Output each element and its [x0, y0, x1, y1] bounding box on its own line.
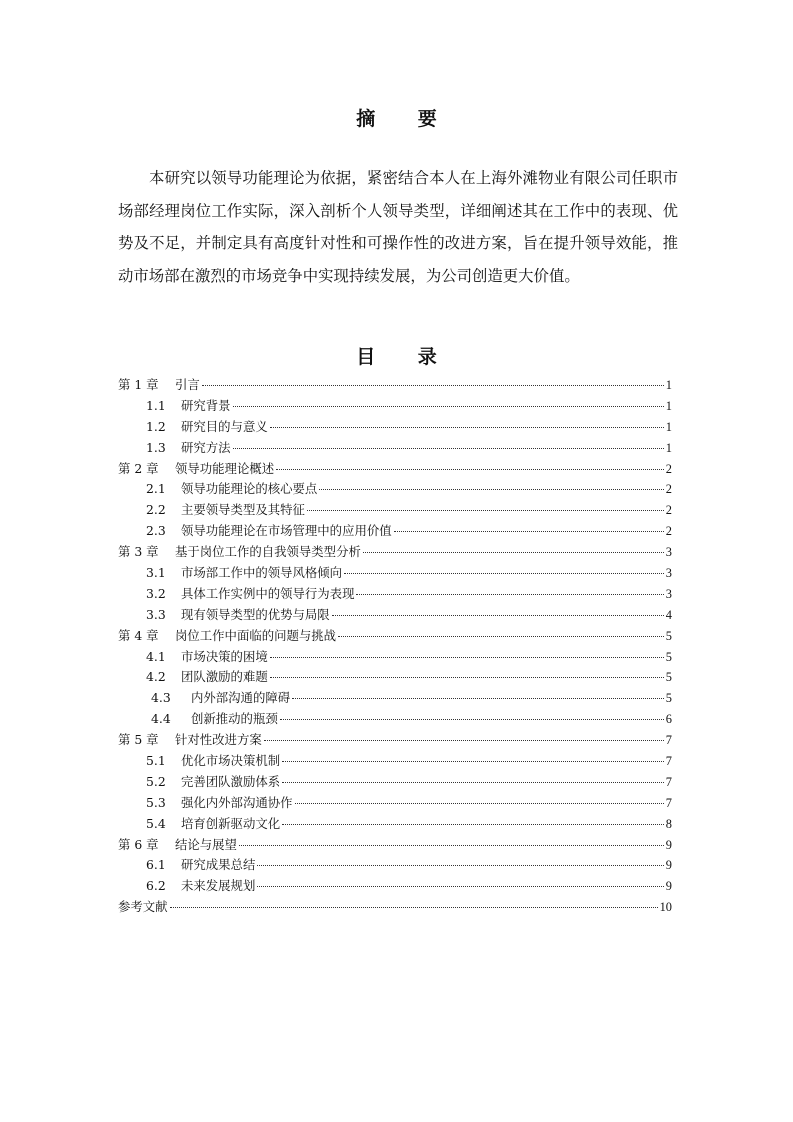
toc-section-entry[interactable]	[118, 521, 672, 542]
toc-entry-number: 2.1	[146, 481, 166, 497]
abstract-title: 摘 要	[356, 108, 455, 130]
toc-entry-number: 第 3 章	[118, 544, 159, 560]
toc-section-entry[interactable]	[118, 647, 672, 668]
toc-page-number: 2	[665, 524, 672, 539]
toc-entry-label: 完善团队激励体系	[181, 773, 281, 789]
toc-page-number: 2	[665, 461, 672, 476]
toc-section-entry[interactable]	[118, 417, 672, 438]
toc-page-number: 9	[665, 879, 672, 894]
toc-entry-number: 5.3	[146, 794, 166, 810]
toc-page-number: 9	[665, 837, 672, 852]
toc-section-entry[interactable]	[118, 814, 672, 835]
toc-entry-label: 强化内外部沟通协作	[181, 794, 293, 810]
toc-section-entry[interactable]	[118, 876, 672, 897]
toc-dot-leader	[202, 385, 664, 386]
toc-entry-number: 3.1	[146, 565, 166, 581]
toc-dot-leader	[233, 448, 664, 449]
toc-references-entry[interactable]	[118, 897, 672, 918]
toc-section-entry[interactable]	[118, 793, 672, 814]
toc-entry-label: 未来发展规划	[181, 878, 256, 894]
toc-page-number: 5	[665, 691, 672, 706]
toc-chapter-entry[interactable]	[118, 459, 672, 480]
toc-entry-label: 内外部沟通的障碍	[191, 690, 291, 706]
toc-entry-label: 主要领导类型及其特征	[181, 502, 305, 518]
toc-entry-label: 培育创新驱动文化	[181, 815, 281, 831]
toc-dot-leader	[307, 510, 664, 511]
toc-dot-leader	[295, 803, 664, 804]
toc-entry-label: 岗位工作中面临的问题与挑战	[175, 627, 337, 643]
toc-entry-label: 创新推动的瓶颈	[191, 711, 278, 727]
toc-page-number: 10	[659, 900, 672, 915]
toc-dot-leader	[257, 886, 663, 887]
toc-entry-label: 研究目的与意义	[181, 418, 268, 434]
toc-chapter-entry[interactable]	[118, 375, 672, 396]
toc-entry-label: 研究成果总结	[181, 857, 256, 873]
toc-entry-label: 研究方法	[181, 439, 231, 455]
toc-dot-leader	[270, 677, 664, 678]
toc-page-number: 7	[665, 774, 672, 789]
toc-entry-label: 基于岗位工作的自我领导类型分析	[175, 544, 361, 560]
toc-dot-leader	[338, 636, 664, 637]
toc-entry-label: 研究背景	[181, 397, 231, 413]
toc-dot-leader	[257, 865, 663, 866]
toc-entry-label: 针对性改进方案	[175, 732, 262, 748]
toc-page-number: 1	[665, 440, 672, 455]
toc-section-entry[interactable]	[118, 396, 672, 417]
toc-page-number: 5	[665, 649, 672, 664]
toc-dot-leader	[363, 552, 664, 553]
toc-section-entry[interactable]	[118, 772, 672, 793]
toc-entry-label: 结论与展望	[175, 836, 237, 852]
toc-entry-number: 1.3	[146, 439, 166, 455]
toc-entry-number: 第 6 章	[118, 836, 159, 852]
toc-page-number: 3	[665, 586, 672, 601]
toc-page-number: 2	[665, 482, 672, 497]
toc-dot-leader	[280, 719, 664, 720]
toc-chapter-entry[interactable]	[118, 542, 672, 563]
toc-entry-number: 第 2 章	[118, 460, 159, 476]
toc-page-number: 1	[665, 378, 672, 392]
toc-entry-label: 参考文献	[118, 899, 168, 915]
toc-entry-label: 引言	[175, 377, 200, 392]
toc-section-entry[interactable]	[118, 688, 672, 709]
toc-entry-number: 3.3	[146, 606, 166, 622]
toc-entry-number: 2.2	[146, 502, 166, 518]
toc-entry-number: 4.3	[151, 690, 171, 706]
toc-dot-leader	[332, 615, 664, 616]
toc-section-entry[interactable]	[118, 563, 672, 584]
toc-section-entry[interactable]	[118, 584, 672, 605]
toc-entry-label: 具体工作实例中的领导行为表现	[181, 585, 355, 601]
toc-section-entry[interactable]	[118, 479, 672, 500]
toc-page-number: 5	[665, 628, 672, 643]
toc-dot-leader	[282, 824, 664, 825]
toc-entry-label: 领导功能理论的核心要点	[181, 481, 318, 497]
toc-dot-leader	[264, 740, 664, 741]
toc-dot-leader	[319, 489, 664, 490]
toc-dot-leader	[282, 761, 664, 762]
toc-entry-label: 市场部工作中的领导风格倾向	[181, 565, 343, 581]
table-of-contents	[118, 375, 672, 918]
toc-page-number: 7	[665, 733, 672, 748]
toc-chapter-entry[interactable]	[118, 730, 672, 751]
toc-dot-leader	[170, 907, 658, 908]
toc-page-number: 5	[665, 670, 672, 685]
toc-entry-number: 2.3	[146, 523, 166, 539]
toc-entry-number: 4.1	[146, 648, 166, 664]
toc-dot-leader	[292, 698, 664, 699]
toc-dot-leader	[233, 406, 664, 407]
toc-entry-label: 优化市场决策机制	[181, 753, 281, 769]
toc-dot-leader	[239, 845, 664, 846]
toc-page-number: 9	[665, 858, 672, 873]
toc-section-entry[interactable]	[118, 438, 672, 459]
toc-entry-label: 市场决策的困境	[181, 648, 268, 664]
toc-entry-number: 5.1	[146, 753, 166, 769]
abstract-body: 本研究以领导功能理论为依据，紧密结合本人在上海外滩物业有限公司任职市场部经理岗位工作实际，深入剖析个人领导类型，详细阐述其在工作中的表现、优势及不足，并制定具有高度针对性和可操作性的改进方案，旨在提升领导效能，推动市场部在激烈的市场竞争中实现持续发展，为公司创造更大价值。	[118, 169, 678, 285]
toc-entry-number: 6.1	[146, 857, 166, 873]
toc-page-number: 1	[665, 398, 672, 413]
toc-dot-leader	[356, 594, 663, 595]
toc-section-entry[interactable]	[118, 500, 672, 521]
toc-entry-number: 第 4 章	[118, 627, 159, 643]
toc-section-entry[interactable]	[118, 709, 672, 730]
toc-entry-label: 现有领导类型的优势与局限	[181, 606, 330, 622]
toc-entry-number: 4.4	[151, 711, 171, 727]
toc-chapter-entry[interactable]	[118, 835, 672, 856]
toc-entry-number: 4.2	[146, 669, 166, 685]
toc-entry-number: 5.4	[146, 815, 166, 831]
toc-page-number: 4	[665, 607, 672, 622]
toc-entry-number: 第 1 章	[118, 377, 159, 392]
toc-entry-number: 5.2	[146, 773, 166, 789]
toc-dot-leader	[270, 657, 664, 658]
toc-dot-leader	[344, 573, 664, 574]
toc-entry-number: 3.2	[146, 585, 166, 601]
toc-dot-leader	[394, 531, 664, 532]
toc-page-number: 2	[665, 503, 672, 518]
toc-entry-number: 6.2	[146, 878, 166, 894]
toc-entry-number: 1.1	[146, 397, 166, 413]
toc-entry-label: 团队激励的难题	[181, 669, 268, 685]
toc-title: 目 录	[356, 346, 455, 368]
toc-page-number: 7	[665, 754, 672, 769]
toc-page-number: 8	[665, 816, 672, 831]
toc-chapter-entry[interactable]	[118, 626, 672, 647]
toc-entry-number: 1.2	[146, 418, 166, 434]
toc-page-number: 7	[665, 795, 672, 810]
toc-entry-label: 领导功能理论概述	[175, 460, 275, 476]
toc-page-number: 3	[665, 545, 672, 560]
toc-section-entry[interactable]	[118, 855, 672, 876]
toc-dot-leader	[270, 427, 664, 428]
toc-entry-number: 第 5 章	[118, 732, 159, 748]
toc-page-number: 6	[665, 712, 672, 727]
toc-section-entry[interactable]	[118, 751, 672, 772]
toc-entry-label: 领导功能理论在市场管理中的应用价值	[181, 523, 392, 539]
toc-dot-leader	[282, 782, 664, 783]
toc-page-number: 3	[665, 566, 672, 581]
toc-section-entry[interactable]	[118, 667, 672, 688]
toc-page-number: 1	[665, 419, 672, 434]
toc-dot-leader	[276, 469, 664, 470]
toc-section-entry[interactable]	[118, 605, 672, 626]
